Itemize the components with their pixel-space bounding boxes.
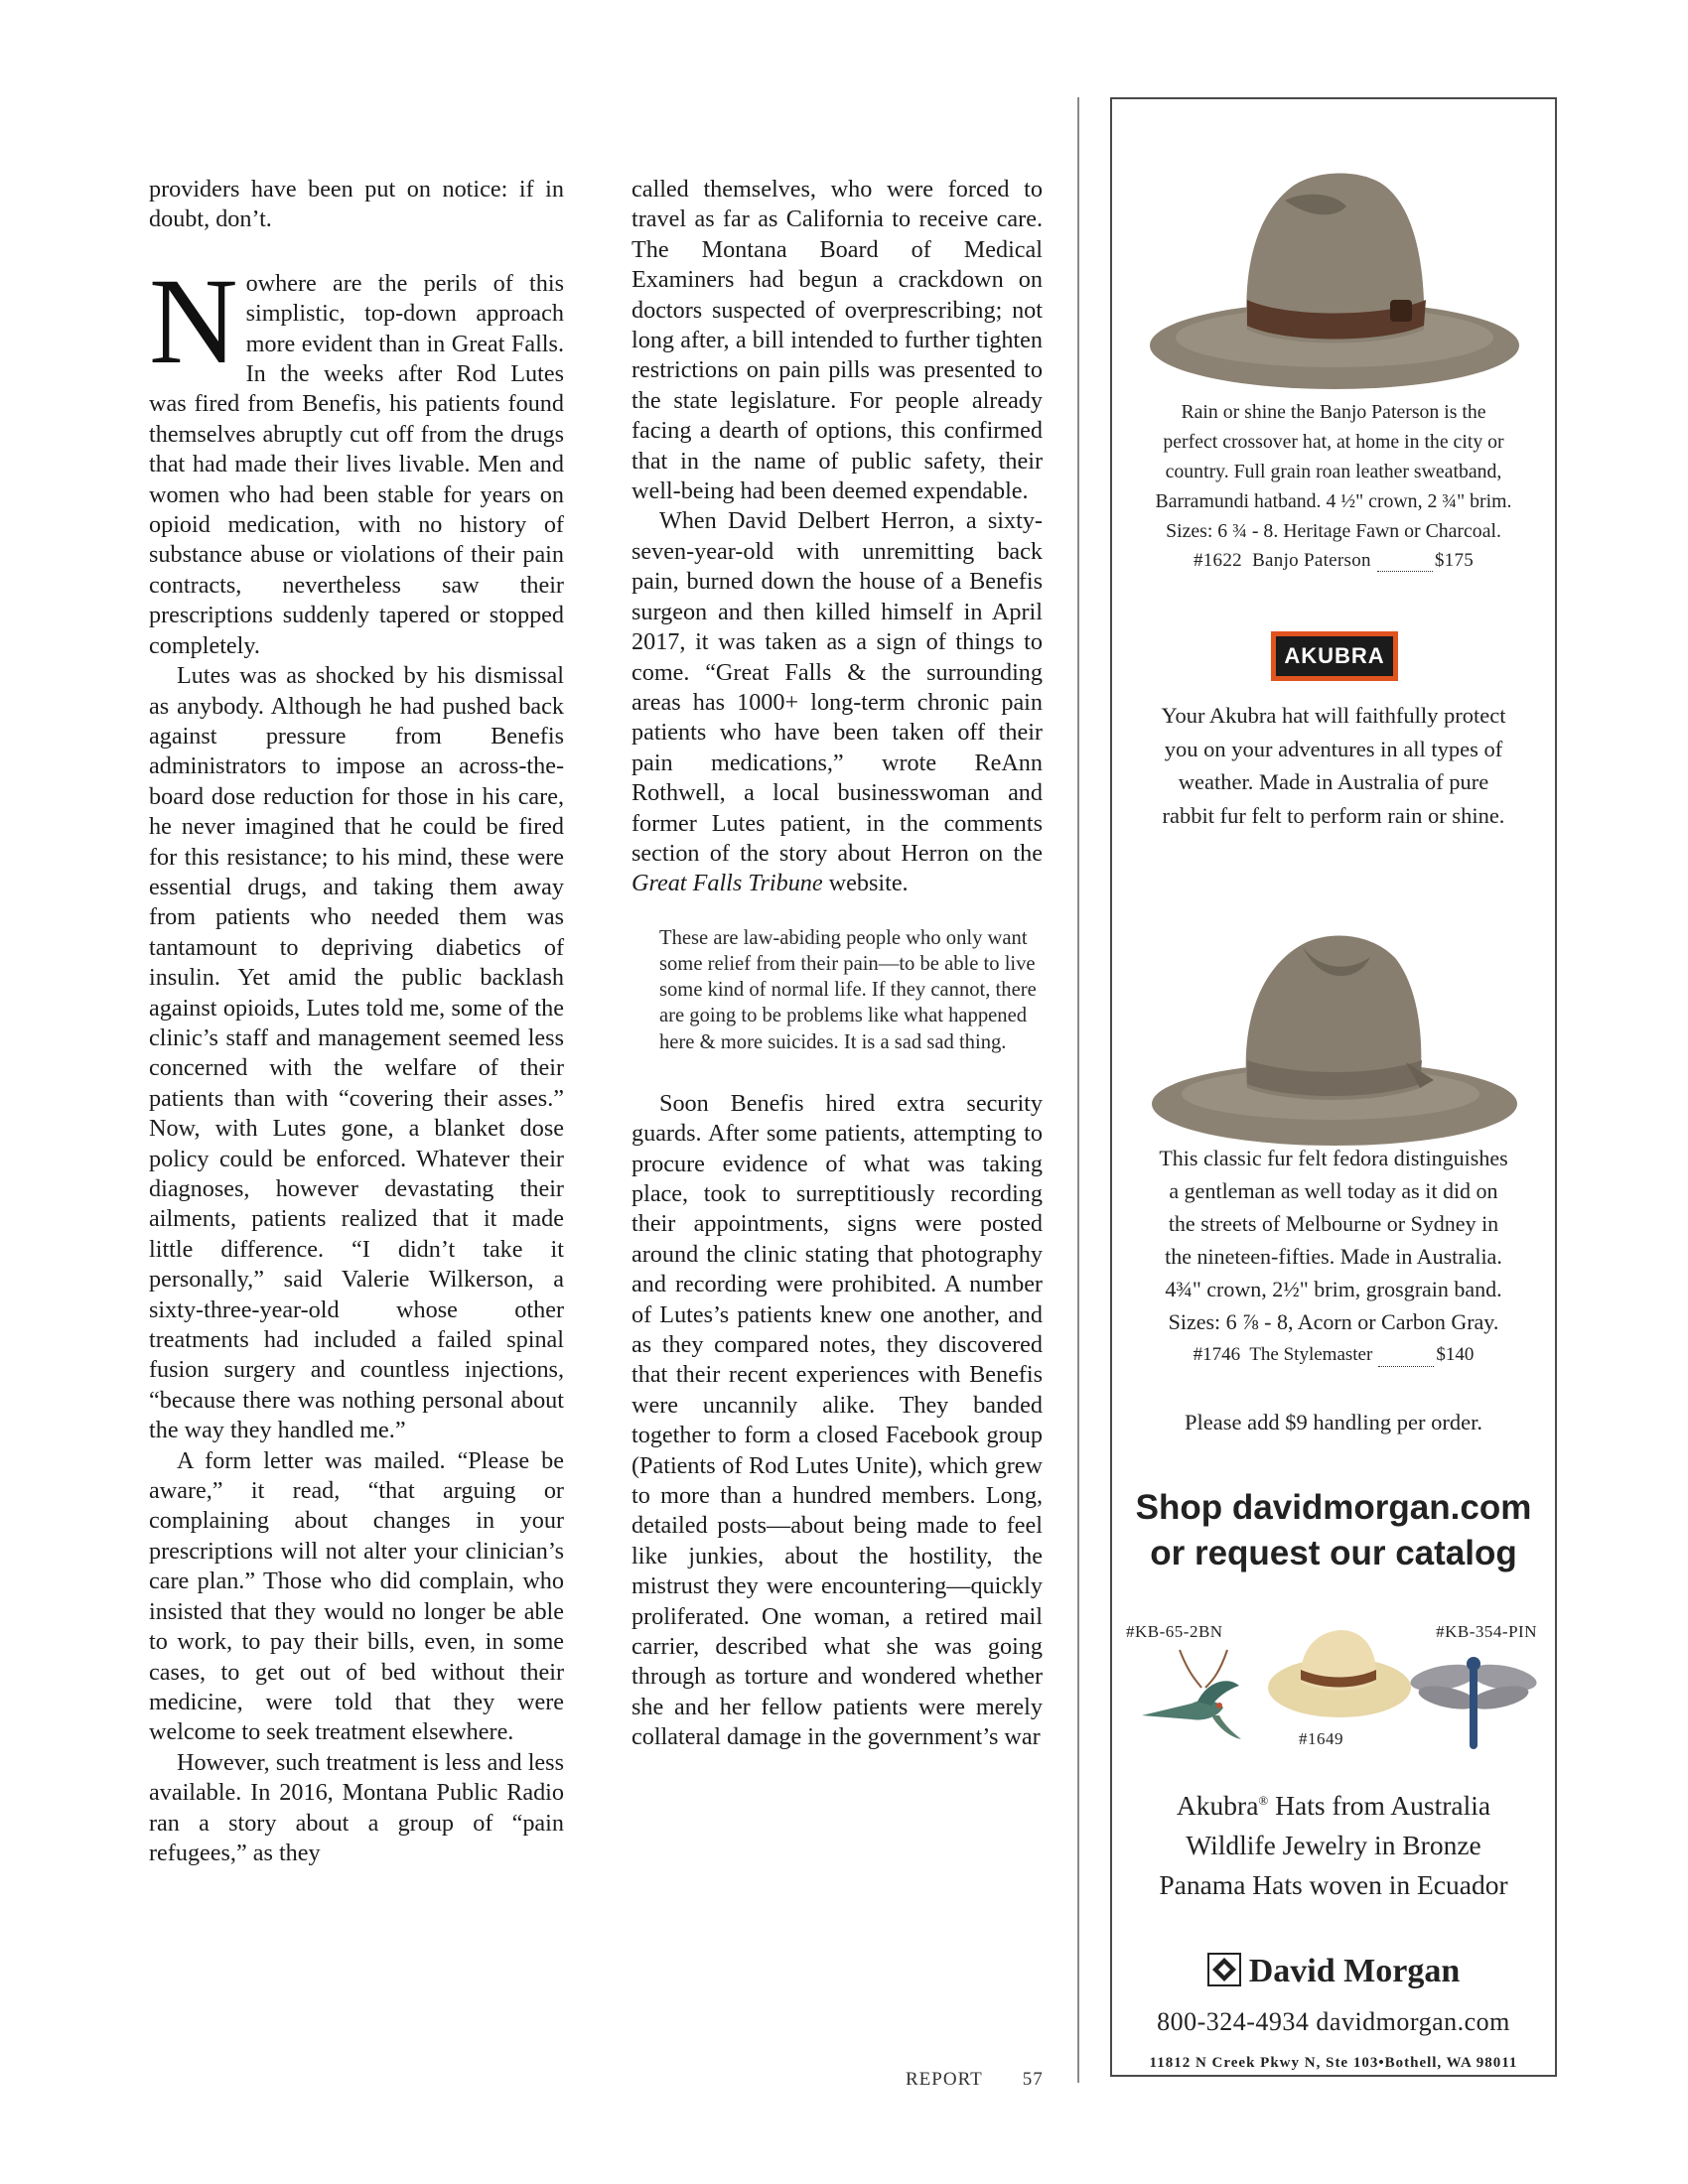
description-line: a gentleman as well today as it did on [1169, 1178, 1498, 1203]
address: 11812 N Creek Pkwy N, Ste 103•Bothell, WA 98011 [1149, 2055, 1518, 2071]
item-price: $140 [1436, 1344, 1475, 1365]
description-line: weather. Made in Australia of pure [1178, 769, 1489, 795]
tagline: Wildlife Jewelry in Bronze [1186, 1830, 1481, 1861]
description-line: country. Full grain roan leather sweatband, [1165, 461, 1502, 482]
description-line: Sizes: 6 ⅞ - 8, Acorn or Carbon Gray. [1168, 1309, 1499, 1334]
description-line: rabbit fur felt to perform rain or shine. [1162, 802, 1505, 828]
item-code: #1746 [1193, 1344, 1241, 1365]
item-code-panama: #1649 [1299, 1729, 1343, 1748]
description-line: Rain or shine the Banjo Paterson is the [1181, 401, 1486, 423]
description-line: Sizes: 6 ¾ - 8. Heritage Fawn or Charcoal. [1166, 520, 1501, 542]
column-divider [1077, 97, 1079, 2083]
ad-taglines [1130, 1781, 1537, 1905]
stylemaster-description [1130, 1142, 1537, 1371]
brand-name: David Morgan [1248, 1953, 1461, 1989]
publication-title: Great Falls Tribune [632, 870, 823, 897]
advertisement [1110, 97, 1557, 2077]
paragraph-continued: providers have been put on notice: if in doubt, don’t. [149, 176, 564, 233]
price-line [1130, 546, 1537, 576]
block-quote: These are law-abiding people who only want some relief from their pain—to be able to live some kind of normal life. If they cannot, there are going to be problems like what happened here & more suicides. It is a sad sad thing. [659, 926, 1037, 1053]
tagline [1130, 1781, 1537, 1826]
item-name: Banjo Paterson [1252, 550, 1371, 571]
item-code-dragonfly: #KB-354-PIN [1436, 1622, 1537, 1641]
description-line: the nineteen-fifties. Made in Australia. [1165, 1244, 1502, 1269]
page-footer [906, 2069, 1044, 2091]
description-line: you on your adventures in all types of [1164, 736, 1503, 761]
contact-line[interactable]: 800-324-4934 davidmorgan.com [1157, 2007, 1510, 2036]
registered-mark: ® [1258, 1793, 1269, 1808]
paragraph: However, such treatment is less and less available. In 2016, Montana Public Radio ran a story about a group of “pain refugees,” as they [149, 1748, 564, 1866]
paragraph: A form letter was mailed. “Please be aware,” it read, “that arguing or complaining about changes in your prescriptions will not alter your clinician’s care plan.” Those who did complain, who insisted that they would no longer be able to work, to pay their bills, even, in some cases, to get out of bed without their medicine, were told that they were welcome to seek treatment elsewhere. [149, 1446, 564, 1746]
shop-line[interactable]: Shop davidmorgan.com [1135, 1488, 1532, 1527]
description-line: perfect crossover hat, at home in the city or [1163, 431, 1504, 453]
section-name: REPORT [906, 2069, 983, 2090]
catalog-line: or request our catalog [1150, 1534, 1517, 1572]
description-line: 4¾" crown, 2½" brim, grosgrain band. [1165, 1277, 1502, 1301]
tagline-rest: Hats from Australia [1268, 1790, 1491, 1822]
description-line: Your Akubra hat will faithfully protect [1161, 703, 1506, 728]
item-price: $175 [1434, 550, 1475, 571]
akubra-description [1130, 699, 1537, 832]
paragraph-continued: called themselves, who were forced to travel as far as California to receive care. The Montana Board of Medical Examiners had begun a crackdown on doctors suspected of overprescribing; not long after, a bill intended to further tighten restrictions on pain pills was presented to the state legislature. For people already facing a dearth of options, this confirmed that in the name of public safety, their well-being had been deemed expendable. [632, 176, 1043, 505]
handling-note: Please add $9 handling per order. [1185, 1410, 1482, 1434]
logo-text: AKUBRA [1276, 636, 1393, 676]
paragraph-text: When David Delbert Herron, a sixty-seven-year-old with unremitting back pain, burned down the house of a Benefis surgeon and then killed himself in April 2017, it was taken as a sign of things to come. “Great Falls & the surrounding areas has 1000+ long-term chronic pain patients who have been taken off their pain medications,” wrote ReAnn Rothwell, a local businesswoman and former Lutes patient, in the comments section of the story about Herron on the [632, 507, 1043, 867]
item-name: The Stylemaster [1249, 1344, 1373, 1365]
item-code-hummingbird: #KB-65-2BN [1126, 1622, 1223, 1641]
david-morgan-brand [1112, 1952, 1555, 1991]
akubra-logo [1271, 631, 1398, 681]
description-line: the streets of Melbourne or Sydney in [1168, 1211, 1499, 1236]
panama-hat-image [1265, 1616, 1414, 1723]
description-line: This classic fur felt fedora distinguishes [1159, 1146, 1508, 1170]
tagline: Panama Hats woven in Ecuador [1159, 1869, 1508, 1901]
banjo-paterson-description [1130, 397, 1537, 576]
drop-cap: N [149, 252, 238, 389]
price-line [1130, 1338, 1537, 1371]
article-column-1 [149, 175, 564, 1868]
tagline-brand: Akubra [1176, 1790, 1259, 1822]
paragraph-text-end: website. [822, 870, 909, 897]
dragonfly-pin-image [1406, 1646, 1541, 1755]
hummingbird-necklace-image [1132, 1646, 1271, 1745]
paragraph-dropcap [149, 252, 564, 661]
paragraph-text: owhere are the perils of this simplistic, top-down approach more evident than in Great Falls. In the weeks after Rod Lutes was fired from Benefis, his patients found themselves abruptly cut off from the drugs that had made their lives livable. Men and women who had been stable for years on opioid medication, with no history of substance abuse or violations of their pain contracts, nevertheless saw their prescriptions suddenly tapered or stopped completely. [149, 269, 564, 659]
description-line: Barramundi hatband. 4 ½" crown, 2 ¾" brim. [1155, 490, 1512, 512]
page-number: 57 [1022, 2069, 1044, 2090]
shop-heading[interactable] [1130, 1485, 1537, 1576]
item-code: #1622 [1193, 550, 1242, 571]
diamond-logo-icon [1207, 1953, 1241, 1986]
paragraph [632, 506, 1043, 898]
article-column-2 [632, 175, 1043, 1753]
paragraph: Lutes was as shocked by his dismissal as anybody. Although he had pushed back against pressure from Benefis administrators to impose an across-the-board dose reduction for those in his care, he never imagined that he could be fired for this resistance; to his mind, these were essential drugs, and taking them away from patients who needed them was tantamount to depriving diabetics of insulin. Yet amid the public backlash against opioids, Lutes told me, some of the clinic’s staff and management seemed less concerned with the welfare of their patients than with “covering their asses.” Now, with Lutes gone, a blanket dose policy could be enforced. Whatever their diagnoses, however devastating their ailments, patients realized that it made little difference. “I didn’t take it personally,” said Valerie Wilkerson, a sixty-three-year-old whose other treatments had included a failed spinal fusion surgery and countless injections, “because there was nothing personal about the way they handled me.” [149, 662, 564, 1444]
paragraph: Soon Benefis hired extra security guards. After some patients, attempting to procure evidence of what was taking place, took to surreptitiously recording their appointments, signs were posted around the clinic stating that photography and recording were prohibited. A number of Lutes’s patients knew one another, and as they compared notes, they discovered that their recent experiences with Benefis were uncannily alike. They banded together to form a closed Facebook group (Patients of Rod Lutes Unite), which grew to more than a hundred members. Long, detailed posts—about being made to feel like junkies, about the hostility, the mistrust they were encountering—quickly proliferated. One woman, a retired mail carrier, described what she was going through as torture and wondered whether she and her fellow patients were merely collateral damage in the government’s war [632, 1089, 1043, 1751]
